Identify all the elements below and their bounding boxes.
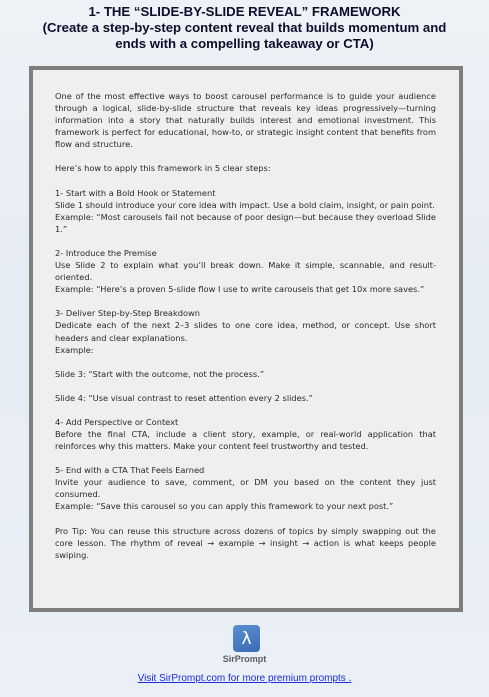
step-2-heading: 2- Introduce the Premise xyxy=(55,247,157,258)
step-4-text: Before the final CTA, include a client story, example, or real-world application that reinforces why this matters. Make your content feel trustworthy and tested. xyxy=(55,428,436,452)
step-3-example: Example: xyxy=(55,344,94,355)
step-2-text: Use Slide 2 to explain what you’ll break down. Make it simple, scannable, and result-oriented. xyxy=(55,260,436,283)
step-5-text: Invite your audience to save, comment, or DM you based on the content they just consumed. xyxy=(55,477,436,500)
step-3-slide-3: Slide 3: “Start with the outcome, not the process.” xyxy=(55,368,265,379)
page-title xyxy=(0,4,489,52)
title-line-3: ends with a compelling takeaway or CTA) xyxy=(115,36,374,51)
step-3-slide-4: Slide 4: “Use visual contrast to reset attention every 2 slides.” xyxy=(55,392,313,403)
intro-paragraph: One of the most effective ways to boost carousel performance is to guide your audience through a logical, slide-by-slide structure that reveals key ideas progressively—turning information into a story that naturally builds interest and emotional investment. This framework is perfect for educational, how-to, or strategic insight content that benefits from flow and structure. xyxy=(55,91,436,150)
step-1-heading: 1- Start with a Bold Hook or Statement xyxy=(55,187,216,198)
step-1-example: Example: “Most carousels fail not because of poor design—but because they overload Slide 1.” xyxy=(55,211,436,234)
content-body xyxy=(55,90,436,561)
sirprompt-logo-icon xyxy=(233,625,260,652)
step-4-heading: 4- Add Perspective or Context xyxy=(55,416,179,427)
sirprompt-link[interactable]: Visit SirPrompt.com for more premium prompts . xyxy=(137,673,352,684)
step-2-example: Example: “Here’s a proven 5-slide flow I use to write carousels that get 10x more saves.” xyxy=(55,284,425,295)
step-5-example: Example: “Save this carousel so you can apply this framework to your next post.” xyxy=(55,501,394,512)
title-line-2: (Create a step-by-step content reveal that builds momentum and xyxy=(42,20,447,35)
brand-name: SirPrompt xyxy=(222,654,267,664)
step-3-text: Dedicate each of the next 2–3 slides to one core idea, method, or concept. Use short headers and clear explanations. xyxy=(55,320,436,343)
content-panel xyxy=(29,66,463,612)
apply-line: Here’s how to apply this framework in 5 clear steps: xyxy=(55,163,271,174)
step-5-heading: 5- End with a CTA That Feels Earned xyxy=(55,465,205,476)
step-1-text: Slide 1 should introduce your core idea with impact. Use a bold claim, insight, or pain point. xyxy=(55,199,435,210)
step-3-heading: 3- Deliver Step-by-Step Breakdown xyxy=(55,308,200,319)
title-line-1: 1- THE “SLIDE-BY-SLIDE REVEAL” FRAMEWORK xyxy=(88,4,401,19)
pro-tip: Pro Tip: You can reuse this structure across dozens of topics by simply swapping out the core lesson. The rhythm of reveal → example → insight → action is what keeps people swiping. xyxy=(55,525,436,560)
lambda-glyph: λ xyxy=(241,628,252,649)
